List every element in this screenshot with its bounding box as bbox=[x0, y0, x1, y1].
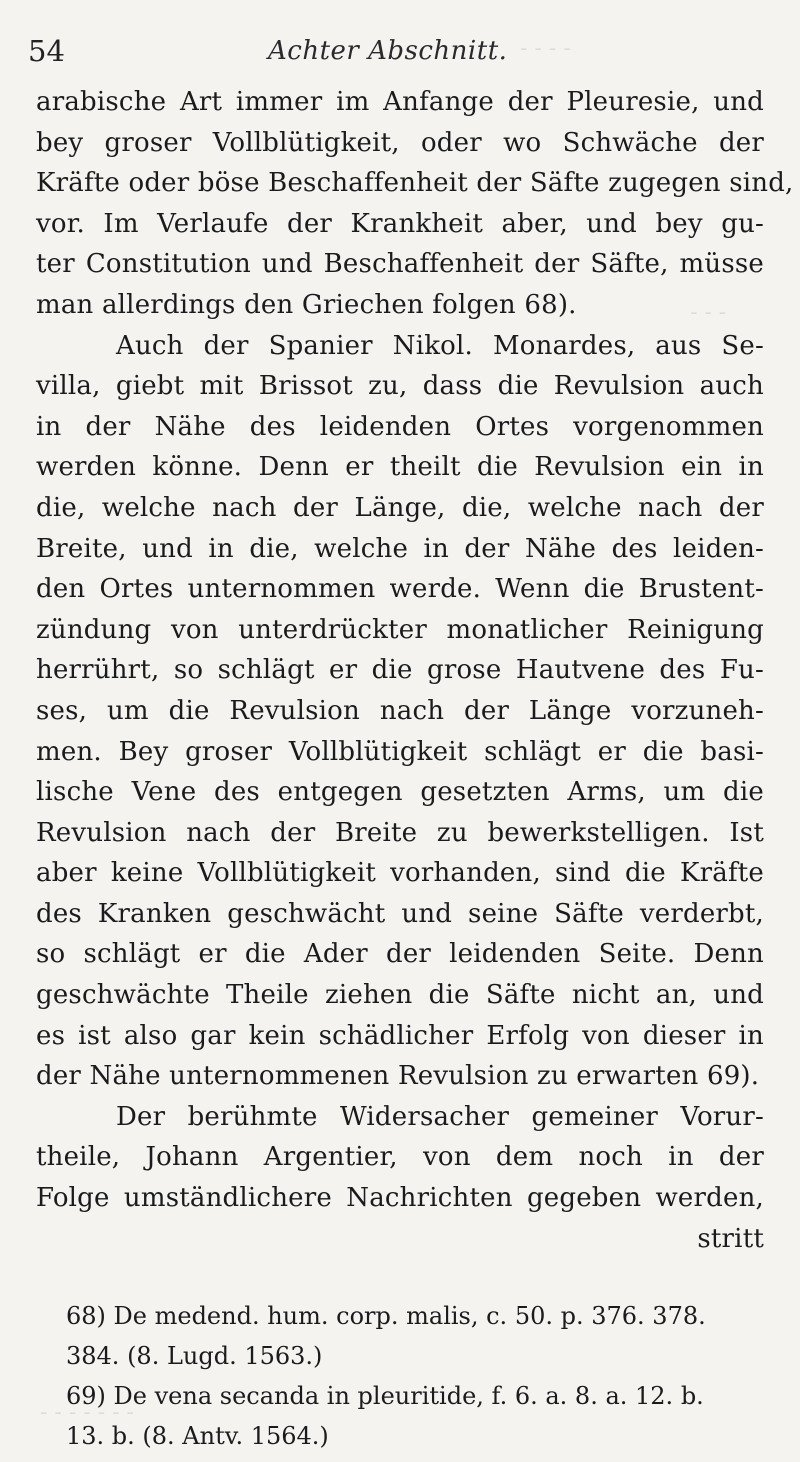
footnote-line: 69) De vena secanda in pleuritide, f. 6. a. 8. a. 12. b. bbox=[66, 1382, 704, 1410]
page-header bbox=[20, 28, 760, 78]
text-line: so schlägt er die Ader der leidenden Seite. Denn bbox=[36, 939, 764, 970]
footnote-line: 13. b. (8. Antv. 1564.) bbox=[66, 1422, 329, 1450]
text-line: herrührt, so schlägt er die grose Hautvene des Fu- bbox=[36, 655, 764, 686]
text-line: geschwächte Theile ziehen die Säfte nicht an, und bbox=[36, 980, 764, 1011]
text-line: zündung von unterdrückter monatlicher Reinigung bbox=[36, 614, 764, 645]
text-line: vor. Im Verlaufe der Krankheit aber, und bey gu- bbox=[36, 208, 764, 239]
main-text bbox=[36, 82, 794, 1259]
text-line: Revulsion nach der Breite zu bewerkstelligen. Ist bbox=[36, 817, 764, 848]
footnotes bbox=[40, 1296, 780, 1456]
footnote-line: 384. (8. Lugd. 1563.) bbox=[66, 1342, 323, 1370]
text-line: lische Vene des entgegen gesetzten Arms, um die bbox=[36, 777, 764, 808]
text-line: man allerdings den Griechen folgen 68). bbox=[36, 289, 577, 320]
text-line: des Kranken geschwächt und seine Säfte verderbt, bbox=[36, 898, 764, 929]
text-line: der Nähe unternommenen Revulsion zu erwarten 69). bbox=[36, 1061, 760, 1092]
text-line: ter Constitution und Beschaffenheit der Säfte, müsse bbox=[36, 249, 764, 280]
text-line: Breite, und in die, welche in der Nähe des leiden- bbox=[36, 533, 764, 564]
catchword: stritt bbox=[697, 1223, 764, 1254]
text-line: in der Nähe des leidenden Ortes vorgenommen bbox=[36, 411, 764, 442]
show-through-decoration: - - - bbox=[690, 300, 727, 325]
text-line: Auch der Spanier Nikol. Monardes, aus Se- bbox=[116, 330, 764, 361]
text-line: werden könne. Denn er theilt die Revulsion ein in bbox=[36, 452, 764, 483]
text-line: es ist also gar kein schädlicher Erfolg von dieser in bbox=[36, 1020, 764, 1051]
text-line: die, welche nach der Länge, die, welche nach der bbox=[36, 492, 764, 523]
text-line: Folge umständlichere Nachrichten gegeben werden, bbox=[36, 1183, 764, 1214]
running-title: Achter Abschnitt. bbox=[268, 36, 508, 66]
text-line: villa, giebt mit Brissot zu, dass die Revulsion auch bbox=[36, 371, 764, 402]
text-line: arabische Art immer im Anfange der Pleuresie, und bbox=[36, 87, 764, 117]
show-through-decoration: - - - - bbox=[520, 36, 571, 61]
text-line: theile, Johann Argentier, von dem noch in der bbox=[36, 1142, 764, 1173]
footnote-line: 68) De medend. hum. corp. malis, c. 50. p. 376. 378. bbox=[66, 1302, 706, 1330]
text-line: den Ortes unternommen werde. Wenn die Brustent- bbox=[36, 574, 764, 605]
text-line: men. Bey groser Vollblütigkeit schlägt er die basi- bbox=[36, 736, 764, 767]
text-line: bey groser Vollblütigkeit, oder wo Schwäche der bbox=[36, 127, 764, 158]
show-through-decoration: - - - - - - - bbox=[40, 1400, 134, 1425]
page-number: 54 bbox=[28, 34, 65, 68]
text-line: aber keine Vollblütigkeit vorhanden, sind die Kräfte bbox=[36, 858, 764, 889]
text-line: ses, um die Revulsion nach der Länge vorzuneh- bbox=[36, 695, 764, 726]
text-line: Der berühmte Widersacher gemeiner Vorur- bbox=[116, 1101, 764, 1132]
text-line: Kräfte oder böse Beschaffenheit der Säfte zugegen sind, bbox=[36, 168, 794, 199]
